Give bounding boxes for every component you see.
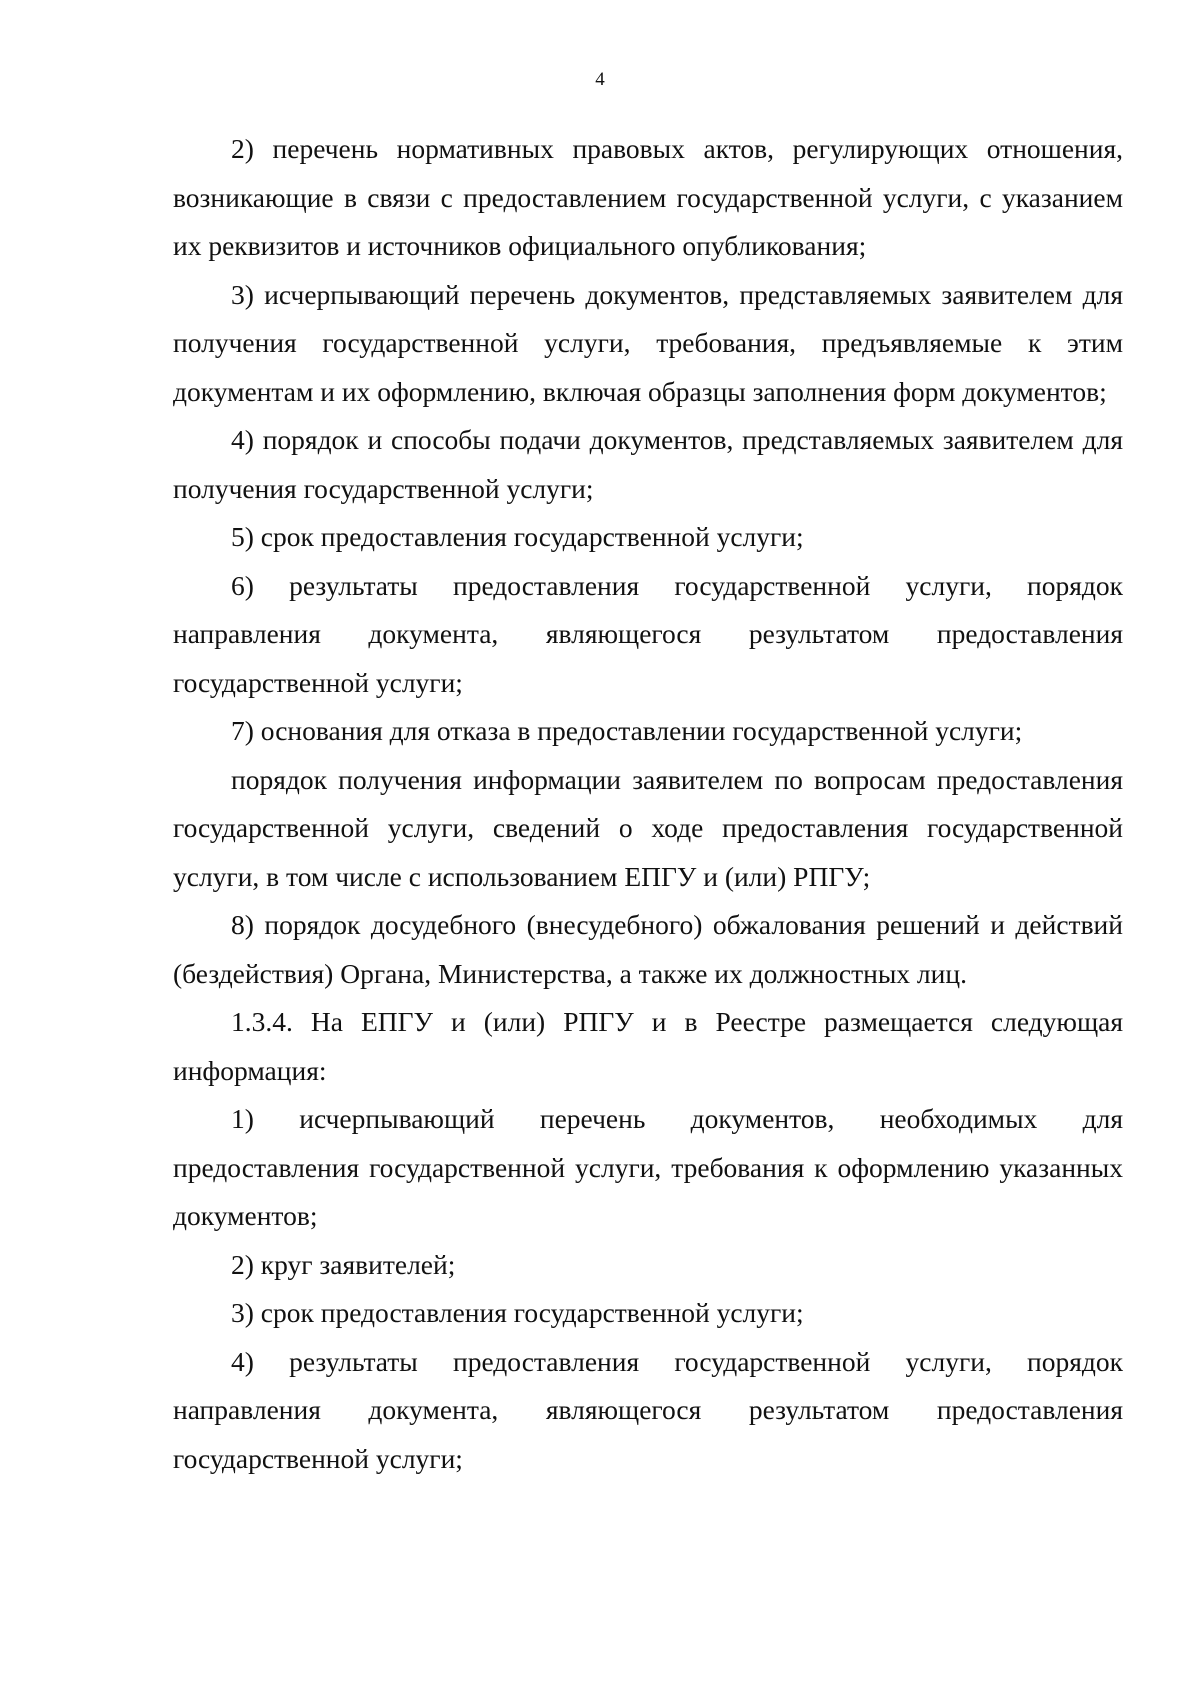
paragraph-item-2-applicants: 2) круг заявителей; — [231, 1248, 456, 1280]
paragraph-item-7-refusal-grounds: 7) основания для отказа в предоставлении государственной услуги; — [231, 715, 1023, 746]
paragraph-item-4-service-results: 4) результаты предоставления государственной услуги, порядок направления документа, являющегося результатом предоставления государственной услуги; — [173, 1345, 1123, 1474]
document-body — [173, 125, 1123, 1483]
paragraph-item-2-legal-acts: 2) перечень нормативных правовых актов, регулирующих отношения, возникающие в связи с предоставлением государственной услуги, с указанием их реквизитов и источников официального опубликования; — [173, 133, 1123, 261]
page-number: 4 — [595, 69, 605, 90]
paragraph-information-procedure: порядок получения информации заявителем по вопросам предоставления государственной услуги, сведений о ходе предоставления государственной услуги, в том числе с использованием ЕПГУ и (или) РПГУ; — [173, 763, 1123, 892]
paragraph-item-5-service-term: 5) срок предоставления государственной услуги; — [231, 521, 804, 552]
paragraph-item-8-appeal-procedure: 8) порядок досудебного (внесудебного) обжалования решений и действий (бездействия) Органа, Министерства, а также их должностных лиц. — [173, 909, 1123, 989]
paragraph-item-6-service-results: 6) результаты предоставления государственной услуги, порядок направления документа, являющегося результатом предоставления государственной услуги; — [173, 569, 1123, 698]
paragraph-item-1-required-documents: 1) исчерпывающий перечень документов, необходимых для предоставления государственной услуги, требования к оформлению указанных документов; — [173, 1103, 1123, 1231]
paragraph-item-3-documents-list: 3) исчерпывающий перечень документов, представляемых заявителем для получения государственной услуги, требования, предъявляемые к этим документам и их оформлению, включая образцы заполнения форм документов; — [173, 278, 1123, 407]
paragraph-section-1-3-4: 1.3.4. На ЕПГУ и (или) РПГУ и в Реестре размещается следующая информация: — [173, 1006, 1123, 1086]
paragraph-item-4-submission-procedure: 4) порядок и способы подачи документов, представляемых заявителем для получения государственной услуги; — [173, 424, 1123, 504]
paragraph-item-3-service-term: 3) срок предоставления государственной услуги; — [231, 1297, 804, 1328]
